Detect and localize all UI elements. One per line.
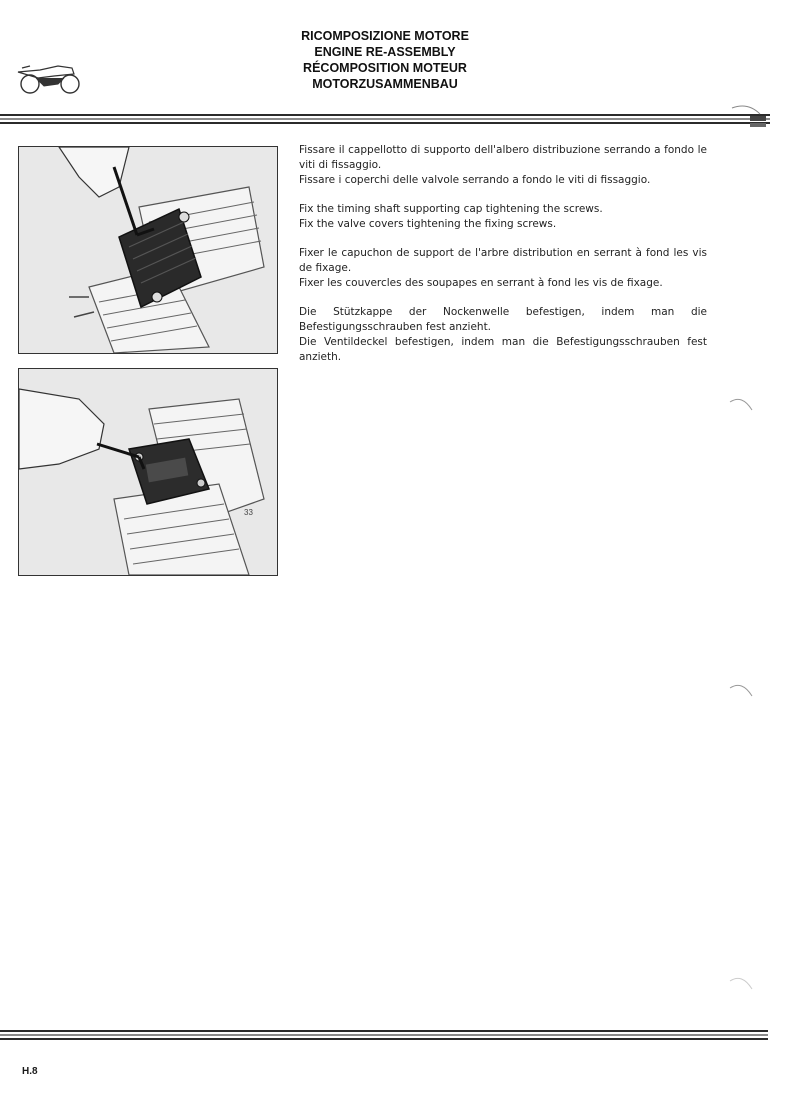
english-line-2: Fix the valve covers tightening the fixing screws. — [299, 218, 557, 230]
title-german: MOTORZUSAMMENBAU — [312, 77, 458, 91]
english-line-1: Fix the timing shaft supporting cap tightening the screws. — [299, 203, 603, 215]
punch-hole-mark — [728, 682, 754, 700]
italian-line-1: Fissare il cappellotto di supporto dell'albero distribuzione serrando a fondo le viti di fissaggio. — [299, 144, 707, 171]
brand-logo — [14, 58, 84, 98]
german-line-2: Die Ventildeckel befestigen, indem man die Befestigungsschrauben fest anzieth. — [299, 336, 707, 363]
paragraph-french — [299, 246, 707, 291]
page-number: H.8 — [22, 1066, 38, 1077]
paragraph-german — [299, 305, 707, 365]
figure-engine-valve-cover — [18, 368, 278, 576]
title-french: RÉCOMPOSITION MOTEUR — [303, 61, 467, 75]
paragraph-italian — [299, 143, 707, 188]
french-line-2: Fixer les couvercles des soupapes en serrant à fond les vis de fixage. — [299, 277, 663, 289]
paragraph-english — [299, 202, 707, 232]
corner-hole-mark — [730, 104, 766, 132]
instructions-text — [299, 143, 707, 379]
french-line-1: Fixer le capuchon de support de l'arbre distribution en serrant à fond les vis de fixage. — [299, 247, 707, 274]
title-italian: RICOMPOSIZIONE MOTORE — [301, 29, 469, 43]
page-title-block — [240, 28, 530, 92]
punch-hole-mark — [728, 975, 754, 993]
italian-line-2: Fissare i coperchi delle valvole serrando a fondo le viti di fissaggio. — [299, 174, 651, 186]
german-line-1: Die Stützkappe der Nockenwelle befestigen, indem man die Befestigungsschrauben fest anzieht. — [299, 306, 707, 333]
title-english: ENGINE RE-ASSEMBLY — [314, 45, 456, 59]
footer-rule — [0, 1030, 768, 1042]
punch-hole-mark — [728, 396, 754, 414]
figure-engine-timing-cap — [18, 146, 278, 354]
header-rule — [0, 114, 770, 126]
figure-label-33: 33 — [244, 508, 253, 517]
